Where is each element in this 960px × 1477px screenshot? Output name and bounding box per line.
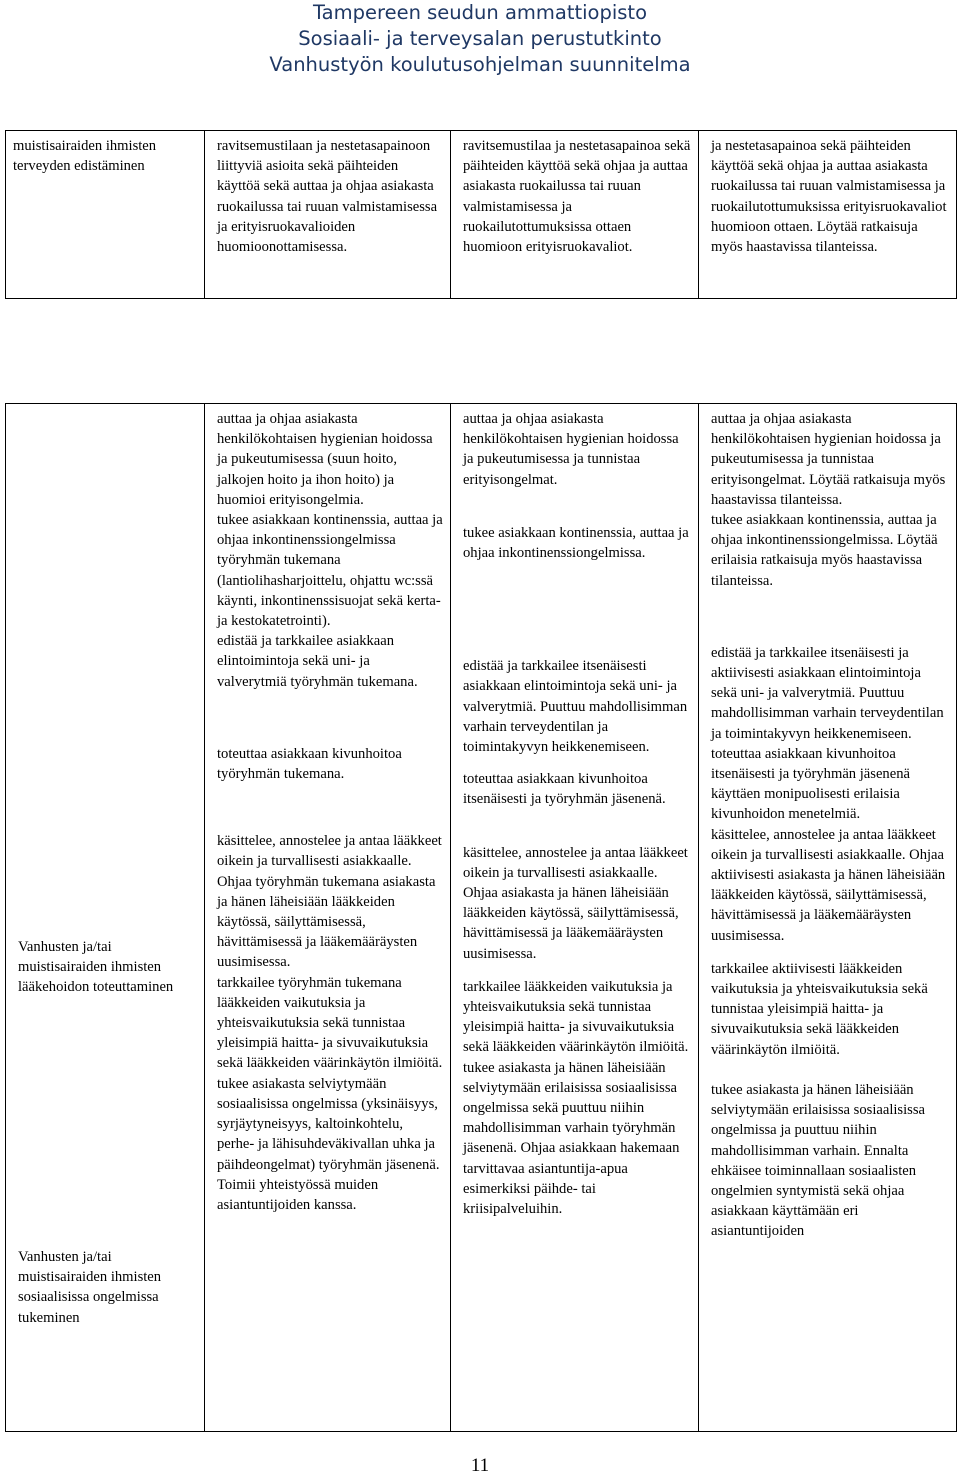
row-label-cell <box>6 131 205 299</box>
criteria-hygiene: auttaa ja ohjaa asiakasta henkilökohtaisen hygienian hoidossa ja pukeutumisessa ja tunnistaa erityisongelmat. Löytää ratkaisuja myös haastavissa tilanteissa. <box>711 411 946 508</box>
medication-label: Vanhusten ja/tai muistisairaiden ihmisten lääkehoidon toteuttaminen <box>18 939 174 996</box>
criteria-medication: käsittelee, annostelee ja antaa lääkkeet oikein ja turvallisesti asiakkaalle. Ohjaa asiakasta ja hänen läheisiään lääkkeiden käytössä, säilyttämisessä, hävittämisessä ja lääkemääräysten uusimisessa. <box>463 844 688 962</box>
criteria-pain: toteuttaa asiakkaan kivunhoitoa työryhmän tukemana. <box>217 745 402 783</box>
criteria-hygiene: auttaa ja ohjaa asiakasta henkilökohtaisen hygienian hoidossa ja pukeutumisessa (suun hoito, jalkojen hoito ja ihon hoito) ja huomioi erityisongelmia. <box>217 411 433 508</box>
criteria-cell-excellent <box>699 131 957 299</box>
social-label: Vanhusten ja/tai muistisairaiden ihmisten sosiaalisissa ongelmissa tukeminen <box>18 1249 162 1326</box>
criteria-pain: toteuttaa asiakkaan kivunhoitoa itsenäisesti ja työryhmän jäsenenä käyttäen monipuolisesti erilaisia kivunhoidon menetelmiä. <box>711 745 910 823</box>
criteria-functional: edistää ja tarkkailee itsenäisesti ja aktiivisesti asiakkaan elintoimintoja sekä uni- ja valverytmiä. Puuttuu mahdollisimman varhain terveydentilan ja toimintakyvyn heikkenemiseen. <box>711 644 944 742</box>
header-school: Tampereen seudun ammattiopisto <box>312 1 647 24</box>
criteria-cell-satisfactory <box>205 131 451 299</box>
care-criteria-table <box>5 403 957 1432</box>
criteria-medication-effects: tarkkailee aktiivisesti lääkkeiden vaikutuksia ja yhteisvaikutuksia sekä tunnistaa yleisimpiä haitta- ja sivuvaikutuksia sekä lääkkeiden väärinkäytön ilmiöitä. <box>711 960 928 1058</box>
header-plan-title: Vanhustyön koulutusohjelman suunnitelma <box>269 53 691 76</box>
criteria-text: ja nestetasapainoa sekä päihteiden käyttöä sekä ohjaa ja auttaa asiakasta ruokailussa tai ruuan valmistamisessa ja ruokailutottumuksissa erityisruokavaliot huomioon ottaen. Löytää ratkaisuja myös haastavissa tilanteissa. <box>711 138 947 256</box>
document-header <box>250 0 710 78</box>
table-row <box>6 404 957 1432</box>
criteria-functional: edistää ja tarkkailee itsenäisesti asiakkaan elintoimintoja sekä uni- ja valverytmiä. Puuttuu mahdollisimman varhain terveydentilan ja toimintakyvyn heikkenemiseen. <box>463 658 688 756</box>
criteria-medication: käsittelee, annostelee ja antaa lääkkeet oikein ja turvallisesti asiakkaalle. Ohjaa aktiivisesti asiakasta ja hänen läheisiään lääkkeiden käytössä, säilyttämisessä, hävittämisessä ja lääkemääräysten uusimisessa. <box>711 826 946 944</box>
criteria-social: tukee asiakasta selviytymään sosiaalisissa ongelmissa (yksinäisyys, syrjäytyneisyys, kaltoinkohtelu, perhe- ja lähisuhdeväkivallan uhka ja päihdeongelmat) työryhmän jäsenenä. Toimii yhteistyössä muiden asiantuntijoiden kanssa. <box>217 1075 440 1213</box>
criteria-text: ravitsemustilaa ja nestetasapainoa sekä päihteiden käyttöä sekä ohjaa ja auttaa asiakasta ruokailussa tai ruuan valmistamisessa ja ruokailutottumuksissa ottaen huomioon erityisruokavaliot. <box>463 138 691 256</box>
header-degree: Sosiaali- ja terveysalan perustutkinto <box>298 27 662 50</box>
criteria-functional: edistää ja tarkkailee asiakkaan elintoimintoja sekä uni- ja valverytmiä työryhmän tukemana. <box>217 633 418 690</box>
criteria-hygiene: auttaa ja ohjaa asiakasta henkilökohtaisen hygienian hoidossa ja pukeutumisessa ja tunnistaa erityisongelmat. <box>463 411 679 488</box>
criteria-text: ravitsemustilaan ja nestetasapainoon liittyviä asioita sekä päihteiden käyttöä sekä auttaa ja ohjaa asiakasta ruokailussa tai ruuan valmistamisessa ja erityisruokavalioiden huomioonottamisessa. <box>217 138 438 256</box>
row-label-cell <box>6 404 205 1432</box>
criteria-medication: käsittelee, annostelee ja antaa lääkkeet oikein ja turvallisesti asiakkaalle. Ohjaa työryhmän tukemana asiakasta ja hänen läheisiään lääkkeiden käytössä, säilyttämisessä, hävittämisessä ja lääkemääräysten uusimisessa. <box>217 833 442 971</box>
criteria-continence: tukee asiakkaan kontinenssia, auttaa ja ohjaa inkontinenssiongelmissa. <box>463 524 689 562</box>
row-label: muistisairaiden ihmisten terveyden edistäminen <box>13 138 157 175</box>
table-row <box>6 131 957 299</box>
nutrition-criteria-table <box>5 130 957 299</box>
criteria-cell-excellent <box>699 404 957 1432</box>
page-number: 11 <box>470 1455 490 1476</box>
criteria-medication-effects: tarkkailee lääkkeiden vaikutuksia ja yhteisvaikutuksia sekä tunnistaa yleisimpiä haitta- ja sivuvaikutuksia sekä lääkkeiden väärinkäytön ilmiöitä. <box>463 978 689 1056</box>
criteria-cell-satisfactory <box>205 404 451 1432</box>
criteria-pain: toteuttaa asiakkaan kivunhoitoa itsenäisesti ja työryhmän jäsenenä. <box>463 771 666 808</box>
criteria-continence: tukee asiakkaan kontinenssia, auttaa ja ohjaa inkontinenssiongelmissa työryhmän tukemana (lantiolihasharjoittelu, ohjattu wc:ssä käynti, inkontinenssisuojat sekä kerta- ja kestokatetrointi). <box>217 512 443 630</box>
criteria-cell-good <box>451 404 699 1432</box>
criteria-social: tukee asiakasta ja hänen läheisiään selviytymään erilaisissa sosiaalisissa ongelmissa sekä puuttuu niihin mahdollisimman varhain työryhmän jäsenenä. Ohjaa asiakkaan hakemaan tarvittavaa asiantuntija-apua esimerkiksi päihde- tai kriisipalveluihin. <box>463 1059 680 1218</box>
criteria-cell-good <box>451 131 699 299</box>
criteria-medication-effects: tarkkailee työryhmän tukemana lääkkeiden vaikutuksia ja yhteisvaikutuksia sekä tunnistaa yleisimpiä haitta- ja sivuvaikutuksia sekä lääkkeiden väärinkäytön ilmiöitä. <box>217 974 443 1072</box>
criteria-social: tukee asiakasta ja hänen läheisiään selviytymään erilaisissa sosiaalisissa ongelmissa ja puuttuu niihin mahdollisimman varhain. Ennalta ehkäisee toiminnallaan sosiaalisten ongelmien syntymistä sekä ohjaa asiakkaan käyttämään eri asiantuntijoiden <box>711 1081 926 1240</box>
criteria-continence: tukee asiakkaan kontinenssia, auttaa ja ohjaa inkontinenssiongelmissa. Löytää erilaisia ratkaisuja myös haastavissa tilanteissa. <box>711 512 938 589</box>
